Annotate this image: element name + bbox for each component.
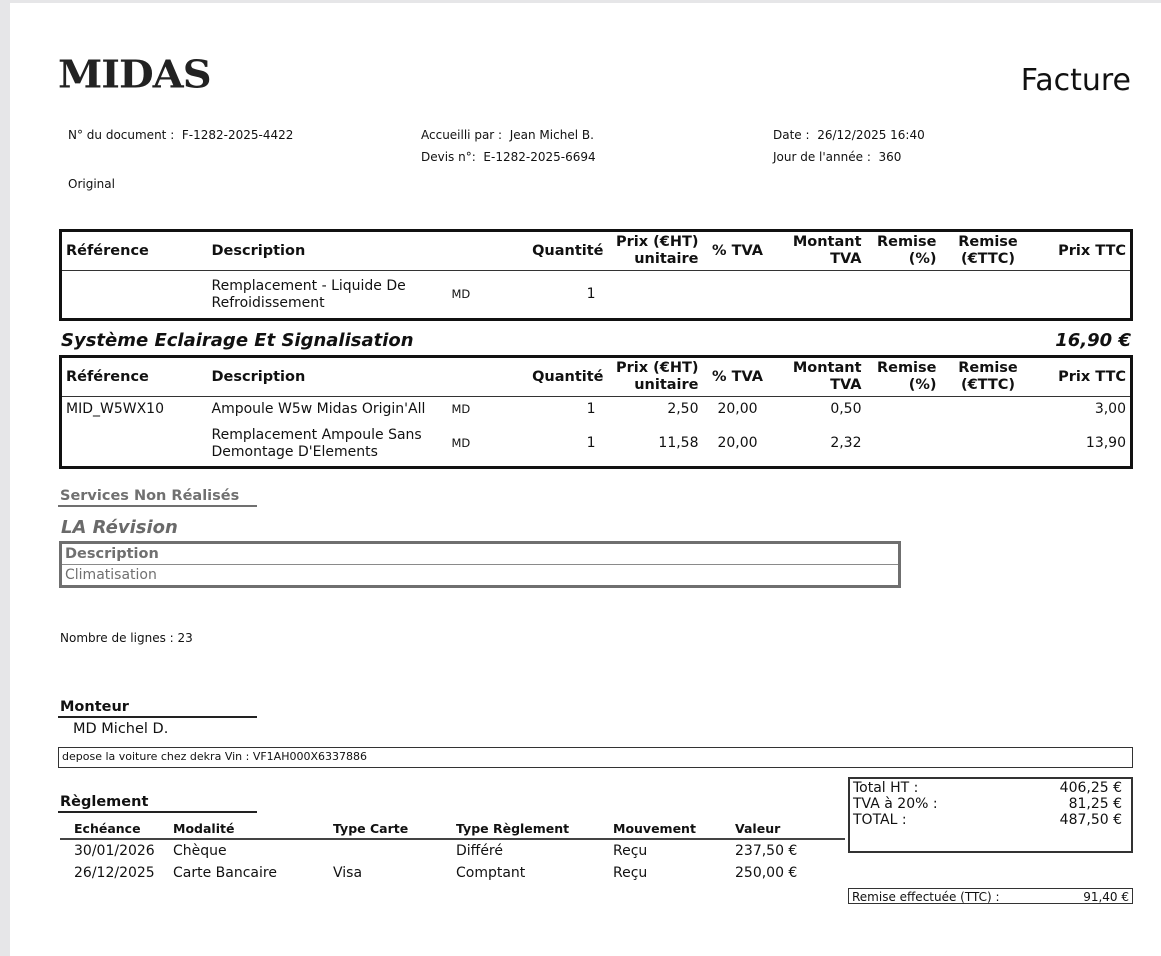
cell-tva: 20,00 — [717, 435, 758, 452]
cell-montant-tva: 0,50 — [830, 400, 862, 417]
devis-label: Devis n°: — [421, 150, 476, 164]
cell-echeance: 30/01/2026 — [74, 843, 155, 859]
remise-label: Remise effectuée (TTC) : — [852, 890, 1000, 904]
cell-valeur: 250,00 € — [735, 865, 798, 881]
cell-description: Remplacement - Liquide De Refroidissement — [211, 277, 406, 311]
reglement-heading: Règlement — [60, 794, 149, 810]
cell-description: Climatisation — [65, 567, 157, 583]
col-reference: Référence — [61, 357, 208, 397]
cell-modalite: Chèque — [173, 843, 227, 859]
cell-type-carte: Visa — [333, 865, 363, 881]
cell-prix-ttc — [1036, 271, 1132, 320]
cell-remise-ttc — [941, 397, 1036, 422]
cell-reference — [61, 271, 208, 320]
doc-number-value: F-1282-2025-4422 — [181, 128, 294, 142]
date-value: 26/12/2025 16:40 — [817, 128, 925, 142]
col-modalite: Modalité — [173, 819, 333, 839]
date-label: Date : — [773, 128, 810, 142]
col-prix-ht: Prix (€HT) unitaire — [608, 357, 703, 397]
cell-quantite: 1 — [586, 435, 596, 452]
col-quantite: Quantité — [518, 357, 608, 397]
col-remise-pct: Remise (%) — [866, 357, 941, 397]
col-prix-ht: Prix (€HT) unitaire — [608, 231, 703, 271]
section-total: 16,90 € — [1055, 330, 1131, 351]
total-row — [853, 812, 1128, 828]
col-remise-pct: Remise (%) — [866, 231, 941, 271]
col-quantite: Quantité — [518, 231, 608, 271]
services-non-realises-heading: Services Non Réalisés — [60, 488, 240, 504]
accueilli-field — [421, 128, 594, 142]
col-type-reglement: Type Règlement — [456, 819, 613, 839]
cell-echeance: 26/12/2025 — [74, 865, 155, 881]
cell-prix-ht: 11,58 — [658, 435, 699, 452]
totals-box — [848, 777, 1133, 853]
col-mouvement: Mouvement — [613, 819, 735, 839]
col-montant-tva: Montant TVA — [773, 231, 866, 271]
cell-quantite: 1 — [586, 286, 596, 302]
col-prix-ttc: Prix TTC — [1036, 231, 1132, 271]
cell-type-carte — [333, 839, 456, 862]
cell-mouvement: Reçu — [613, 843, 648, 859]
cell-code: MD — [451, 436, 471, 451]
col-description: Description — [208, 231, 448, 271]
section-title: Système Eclairage Et Signalisation — [61, 330, 414, 351]
cell-mouvement: Reçu — [613, 865, 648, 881]
jour-value: 360 — [878, 150, 902, 164]
cell-prix-ht — [608, 271, 703, 320]
col-tva: % TVA — [703, 231, 773, 271]
heading-underline — [58, 811, 257, 813]
col-remise-ttc: Remise (€TTC) — [941, 231, 1036, 271]
col-remise-ttc: Remise (€TTC) — [941, 357, 1036, 397]
cell-description: Ampoule W5w Midas Origin'All — [211, 400, 426, 417]
tva-value: 81,25 € — [1068, 796, 1122, 812]
table-header-row — [60, 819, 845, 839]
table-row — [61, 565, 900, 587]
devis-field — [421, 150, 596, 164]
total-ht-value: 406,25 € — [1059, 780, 1122, 796]
invoice-page — [10, 3, 1161, 956]
col-description: Description — [61, 543, 900, 565]
copy-label: Original — [68, 177, 115, 191]
cell-reference — [61, 422, 208, 468]
document-title: Facture — [1020, 63, 1131, 98]
remise-box — [848, 888, 1133, 904]
cell-reference: MID_W5WX10 — [66, 400, 164, 417]
heading-underline — [58, 716, 257, 718]
cell-prix-ttc: 3,00 — [1094, 400, 1126, 417]
cell-remise-pct — [866, 422, 941, 468]
cell-tva: 20,00 — [717, 400, 758, 417]
cell-description: Remplacement Ampoule Sans Demontage D'Elements — [211, 426, 422, 460]
items-table-2 — [59, 355, 1133, 469]
cell-valeur: 237,50 € — [735, 843, 798, 859]
col-type-carte: Type Carte — [333, 819, 456, 839]
devis-value: E-1282-2025-6694 — [483, 150, 596, 164]
cell-modalite: Carte Bancaire — [173, 865, 277, 881]
col-tva: % TVA — [703, 357, 773, 397]
note-box: depose la voiture chez dekra Vin : VF1AH000X6337886 — [58, 747, 1133, 768]
date-field — [773, 128, 925, 142]
cell-remise-ttc — [941, 271, 1036, 320]
cell-type-reglement: Différé — [456, 843, 503, 859]
nombre-lignes: Nombre de lignes : 23 — [60, 631, 193, 645]
reglement-table — [60, 819, 845, 884]
col-echeance: Echéance — [60, 819, 173, 839]
table-row — [60, 862, 845, 884]
table-header-row — [61, 357, 1132, 397]
table-row — [61, 397, 1132, 422]
table-row — [60, 839, 845, 862]
remise-value: 91,40 € — [1083, 890, 1129, 904]
cell-quantite: 1 — [586, 400, 596, 417]
table-row — [61, 271, 1132, 320]
cell-montant-tva: 2,32 — [830, 435, 862, 452]
col-reference: Référence — [61, 231, 208, 271]
cell-remise-ttc — [941, 422, 1036, 468]
heading-underline — [58, 505, 257, 507]
cell-prix-ht: 2,50 — [667, 400, 699, 417]
total-ht-label: Total HT : — [853, 780, 919, 796]
cell-code: MD — [451, 287, 471, 301]
col-montant-tva: Montant TVA — [773, 357, 866, 397]
table-header-row — [61, 543, 900, 565]
col-prix-ttc: Prix TTC — [1036, 357, 1132, 397]
revision-title: LA Révision — [61, 517, 178, 538]
cell-montant-tva — [773, 271, 866, 320]
cell-code: MD — [451, 401, 471, 416]
accueilli-label: Accueilli par : — [421, 128, 503, 142]
services-table — [59, 541, 901, 588]
jour-field — [773, 150, 901, 164]
cell-prix-ttc: 13,90 — [1085, 435, 1126, 452]
tva-row — [853, 796, 1128, 812]
table-header-row — [61, 231, 1132, 271]
monteur-name: MD Michel D. — [73, 721, 169, 737]
doc-number-label: N° du document : — [68, 128, 175, 142]
tva-label: TVA à 20% : — [853, 796, 938, 812]
midas-logo: MIDAS — [58, 52, 211, 97]
cell-remise-pct — [866, 271, 941, 320]
monteur-heading: Monteur — [60, 699, 129, 715]
items-table-1 — [59, 229, 1133, 321]
doc-number-field — [68, 128, 293, 142]
jour-label: Jour de l'année : — [773, 150, 871, 164]
cell-remise-pct — [866, 397, 941, 422]
col-valeur: Valeur — [735, 819, 845, 839]
accueilli-value: Jean Michel B. — [509, 128, 594, 142]
table-row — [61, 422, 1132, 468]
col-description: Description — [208, 357, 448, 397]
total-ht-row — [853, 780, 1128, 796]
cell-type-reglement: Comptant — [456, 865, 526, 881]
total-label: TOTAL : — [853, 812, 907, 828]
cell-tva — [703, 271, 773, 320]
total-value: 487,50 € — [1059, 812, 1122, 828]
